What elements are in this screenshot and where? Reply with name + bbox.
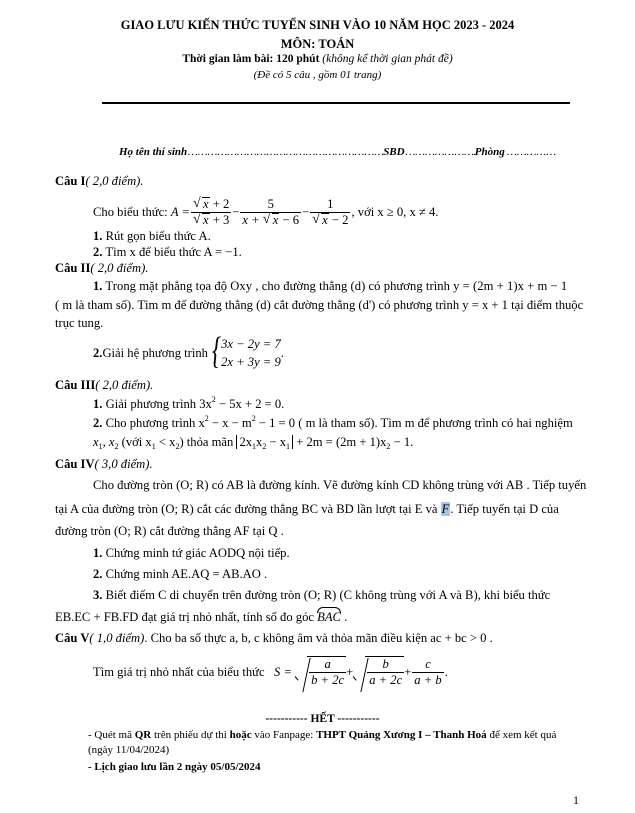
sbd-field[interactable]: …………………. bbox=[404, 146, 475, 158]
equation-1: { 3x − 2y = 7 bbox=[221, 337, 281, 351]
heading-label: Câu III bbox=[55, 378, 96, 392]
part-number: 2. bbox=[93, 345, 103, 360]
angle-bac: BAC bbox=[317, 610, 341, 624]
question-2-part-1-line-1 bbox=[93, 279, 567, 294]
part-text: Tìm x để biểu thức A = −1. bbox=[102, 245, 242, 259]
part-text-tail: − 1 = 0 ( m là tham số). Tìm m để phương trình có hai nghiệm bbox=[255, 416, 573, 430]
part-text-tail: − 5x + 2 = 0. bbox=[215, 397, 285, 411]
equation-2: 2x + 3y = 9 bbox=[221, 355, 281, 369]
question-2-part-1-line-2: ( m là tham số). Tìm m để đường thẳng (d) cắt đường thẳng (d') có phương trình y = x + 1 tại điểm thuộc bbox=[55, 298, 584, 312]
fraction-3 bbox=[412, 657, 443, 688]
text: < x bbox=[155, 435, 176, 449]
question-3-part-2-line-2 bbox=[93, 435, 413, 450]
part-text: Chứng minh AE.AQ = AB.AO . bbox=[102, 567, 268, 581]
room-label: Phòng bbox=[474, 146, 505, 158]
question-4-line-3: đường tròn (O; R) cắt đường thẳng AF tại Q . bbox=[55, 524, 284, 538]
points-label: ( 1,0 điểm) bbox=[89, 631, 145, 645]
heading-label: Câu I bbox=[55, 174, 86, 188]
question-3-part-2-line-1 bbox=[93, 416, 573, 431]
numerator: 5 bbox=[240, 197, 301, 213]
condition: , với x ≥ 0, x ≠ 4. bbox=[351, 204, 439, 219]
minus-sign: − bbox=[302, 204, 310, 219]
question-1-part-1 bbox=[93, 229, 211, 244]
fraction-2 bbox=[240, 197, 301, 228]
question-1-part-2 bbox=[93, 245, 242, 260]
points-label: ( 3,0 điểm). bbox=[94, 457, 153, 471]
text: − 1. bbox=[390, 435, 414, 449]
question-2-part-2 bbox=[93, 334, 284, 372]
header-divider bbox=[102, 102, 570, 104]
question-1-heading bbox=[55, 174, 144, 189]
part-number: 1. bbox=[93, 397, 103, 411]
pages-note: (Đề có 5 câu , gồm 01 trang) bbox=[253, 69, 382, 81]
points-label: ( 2,0 điểm). bbox=[90, 261, 149, 275]
numerator: c bbox=[412, 657, 443, 673]
part-text: Giải hệ phương trình bbox=[102, 345, 208, 360]
radicand: x bbox=[202, 212, 209, 227]
equation-system bbox=[211, 335, 281, 371]
exam-title: GIAO LƯU KIẾN THỨC TUYỂN SINH VÀO 10 NĂM HỌC 2023 - 2024 bbox=[120, 18, 515, 32]
fraction-1 bbox=[191, 197, 231, 228]
period: . bbox=[280, 345, 284, 360]
question-4-part-3-line-2 bbox=[55, 610, 347, 625]
sqrt-fraction-2 bbox=[353, 656, 404, 688]
plus-sign: + bbox=[404, 664, 412, 679]
question-4-part-3-line-1 bbox=[93, 588, 550, 603]
points-label: ( 2,0 điểm). bbox=[85, 174, 144, 188]
num-tail: + 2 bbox=[209, 196, 230, 211]
part-text: Biết điểm C di chuyển trên đường tròn (O; R) (C không trùng với A và B), khi biểu thức bbox=[102, 588, 551, 602]
exponent: 2 bbox=[251, 414, 256, 423]
var-x: x bbox=[93, 435, 99, 449]
text: trên phiếu dự thi bbox=[151, 729, 230, 741]
points-label: ( 2,0 điểm). bbox=[95, 378, 154, 392]
qr-text: QR bbox=[134, 729, 152, 741]
radicand: x bbox=[202, 196, 209, 211]
name-label: Họ tên thí sinh bbox=[119, 146, 188, 158]
end-mark: ----------- HẾT ----------- bbox=[265, 713, 380, 725]
part-number: 1. bbox=[93, 229, 103, 243]
numerator: a bbox=[309, 657, 346, 673]
question-2-part-1-line-3: trục tung. bbox=[55, 316, 104, 330]
part-number: 2. bbox=[93, 245, 103, 259]
den-tail: − 6 bbox=[279, 212, 300, 227]
question-3-heading bbox=[55, 378, 153, 393]
sbd-label: SBD bbox=[383, 146, 405, 158]
text: (với x bbox=[118, 435, 152, 449]
question-4-part-1 bbox=[93, 546, 290, 561]
text: EB.EC + FB.FD đạt giá trị nhỏ nhất, tính số đo góc bbox=[55, 610, 318, 624]
time-note: (không kể thời gian phát đề) bbox=[322, 53, 453, 65]
name-field[interactable]: …………………………………………………… bbox=[187, 146, 384, 158]
text: . Tiếp tuyến tại D của bbox=[450, 502, 559, 516]
student-info-line bbox=[119, 146, 555, 158]
subject-title: MÔN: TOÁN bbox=[280, 37, 355, 51]
expression-s bbox=[93, 652, 448, 692]
part-number: 1. bbox=[93, 279, 103, 293]
radicand: x bbox=[272, 212, 279, 227]
time-info bbox=[0, 53, 635, 65]
task-text: Tìm giá trị nhỏ nhất của biểu thức bbox=[93, 664, 265, 679]
footer-note-2: - Lịch giao lưu lần 2 ngày 05/05/2024 bbox=[88, 761, 261, 773]
page-number: 1 bbox=[573, 793, 579, 807]
fanpage-name: THPT Quảng Xương I – Thanh Hoá bbox=[316, 729, 487, 741]
exponent: 2 bbox=[211, 395, 216, 404]
expression-a bbox=[93, 194, 438, 230]
text: vào Fanpage: bbox=[251, 729, 317, 741]
den-head: x + bbox=[242, 212, 263, 227]
footer-note-1-date: (ngày 11/04/2024) bbox=[88, 744, 170, 756]
part-number: 1. bbox=[93, 546, 103, 560]
time-label: Thời gian làm bài: 120 phút bbox=[182, 53, 320, 65]
subscript: 1 bbox=[98, 442, 103, 451]
term: − x bbox=[266, 435, 287, 449]
text: + 2m = (2m + 1)x bbox=[293, 435, 387, 449]
heading-label: Câu IV bbox=[55, 457, 95, 471]
question-4-heading bbox=[55, 457, 153, 472]
text: ) thỏa mãn bbox=[179, 435, 237, 449]
footer-note-1 bbox=[88, 729, 556, 741]
expr-lhs: S = bbox=[274, 664, 292, 679]
minus-sign: − bbox=[232, 204, 240, 219]
absolute-value bbox=[236, 435, 293, 449]
subscript: 1 bbox=[151, 442, 156, 451]
exponent: 2 bbox=[204, 414, 209, 423]
radicand: x bbox=[322, 212, 328, 227]
numerator: 1 bbox=[310, 197, 350, 213]
subscript: 2 bbox=[175, 442, 180, 451]
question-2-heading bbox=[55, 261, 148, 276]
text: để xem kết quả bbox=[486, 729, 557, 741]
question-5-intro bbox=[55, 631, 493, 646]
part-number: 2. bbox=[93, 567, 103, 581]
intro-text: . Cho ba số thực a, b, c không âm và thỏa mãn điều kiện ac + bc > 0 . bbox=[144, 631, 493, 645]
numerator: b bbox=[367, 657, 404, 673]
part-text: Giải phương trình 3x bbox=[102, 397, 212, 411]
denominator: a + 2c bbox=[369, 673, 403, 687]
text: - Quét mã bbox=[88, 729, 135, 741]
fraction-3 bbox=[310, 197, 350, 228]
sqrt-fraction-1 bbox=[295, 656, 346, 688]
intro-text: Cho biểu thức: bbox=[93, 204, 168, 219]
part-text: Chứng minh tứ giác AODQ nội tiếp. bbox=[102, 546, 290, 560]
heading-label: Câu II bbox=[55, 261, 91, 275]
question-4-line-2 bbox=[55, 502, 559, 517]
text: hoặc bbox=[229, 729, 252, 741]
denominator: a + b bbox=[414, 672, 442, 687]
period: . bbox=[444, 664, 448, 679]
term: x bbox=[256, 435, 263, 449]
var-x: , x bbox=[102, 435, 115, 449]
part-text: Cho phương trình x bbox=[102, 416, 205, 430]
den-tail: + 3 bbox=[209, 212, 230, 227]
part-text: Rút gọn biểu thức A. bbox=[102, 229, 211, 243]
text: tại A của đường tròn (O; R) cắt các đường thẳng BC và BD lần lượt tại E và bbox=[55, 502, 441, 516]
question-4-part-2 bbox=[93, 567, 267, 582]
question-3-part-1 bbox=[93, 397, 284, 412]
question-4-line-1: Cho đường tròn (O; R) có AB là đường kính. Vẽ đường kính CD không trùng với AB . Tiếp tuyến bbox=[93, 478, 587, 492]
expr-lhs: A = bbox=[170, 204, 190, 219]
part-text: Trong mặt phẳng tọa độ Oxy , cho đường thẳng (d) có phương trình y = (2m + 1)x + m − 1 bbox=[102, 279, 568, 293]
subscript: 1 bbox=[286, 442, 291, 451]
den-tail: − 2 bbox=[328, 212, 349, 227]
plus-sign: + bbox=[346, 664, 354, 679]
room-field[interactable]: …………… bbox=[504, 146, 556, 158]
denominator: b + 2c bbox=[311, 673, 345, 687]
subscript: 2 bbox=[262, 442, 267, 451]
heading-label: Câu V bbox=[55, 631, 90, 645]
text: . bbox=[340, 610, 348, 624]
subscript: 1 bbox=[252, 442, 257, 451]
subscript: 2 bbox=[114, 442, 119, 451]
subscript: 2 bbox=[386, 442, 391, 451]
highlighted-point-f: F bbox=[441, 502, 450, 516]
part-number: 2. bbox=[93, 416, 103, 430]
term: 2x bbox=[239, 435, 253, 449]
part-number: 3. bbox=[93, 588, 103, 602]
part-text-mid: − x − m bbox=[208, 416, 252, 430]
